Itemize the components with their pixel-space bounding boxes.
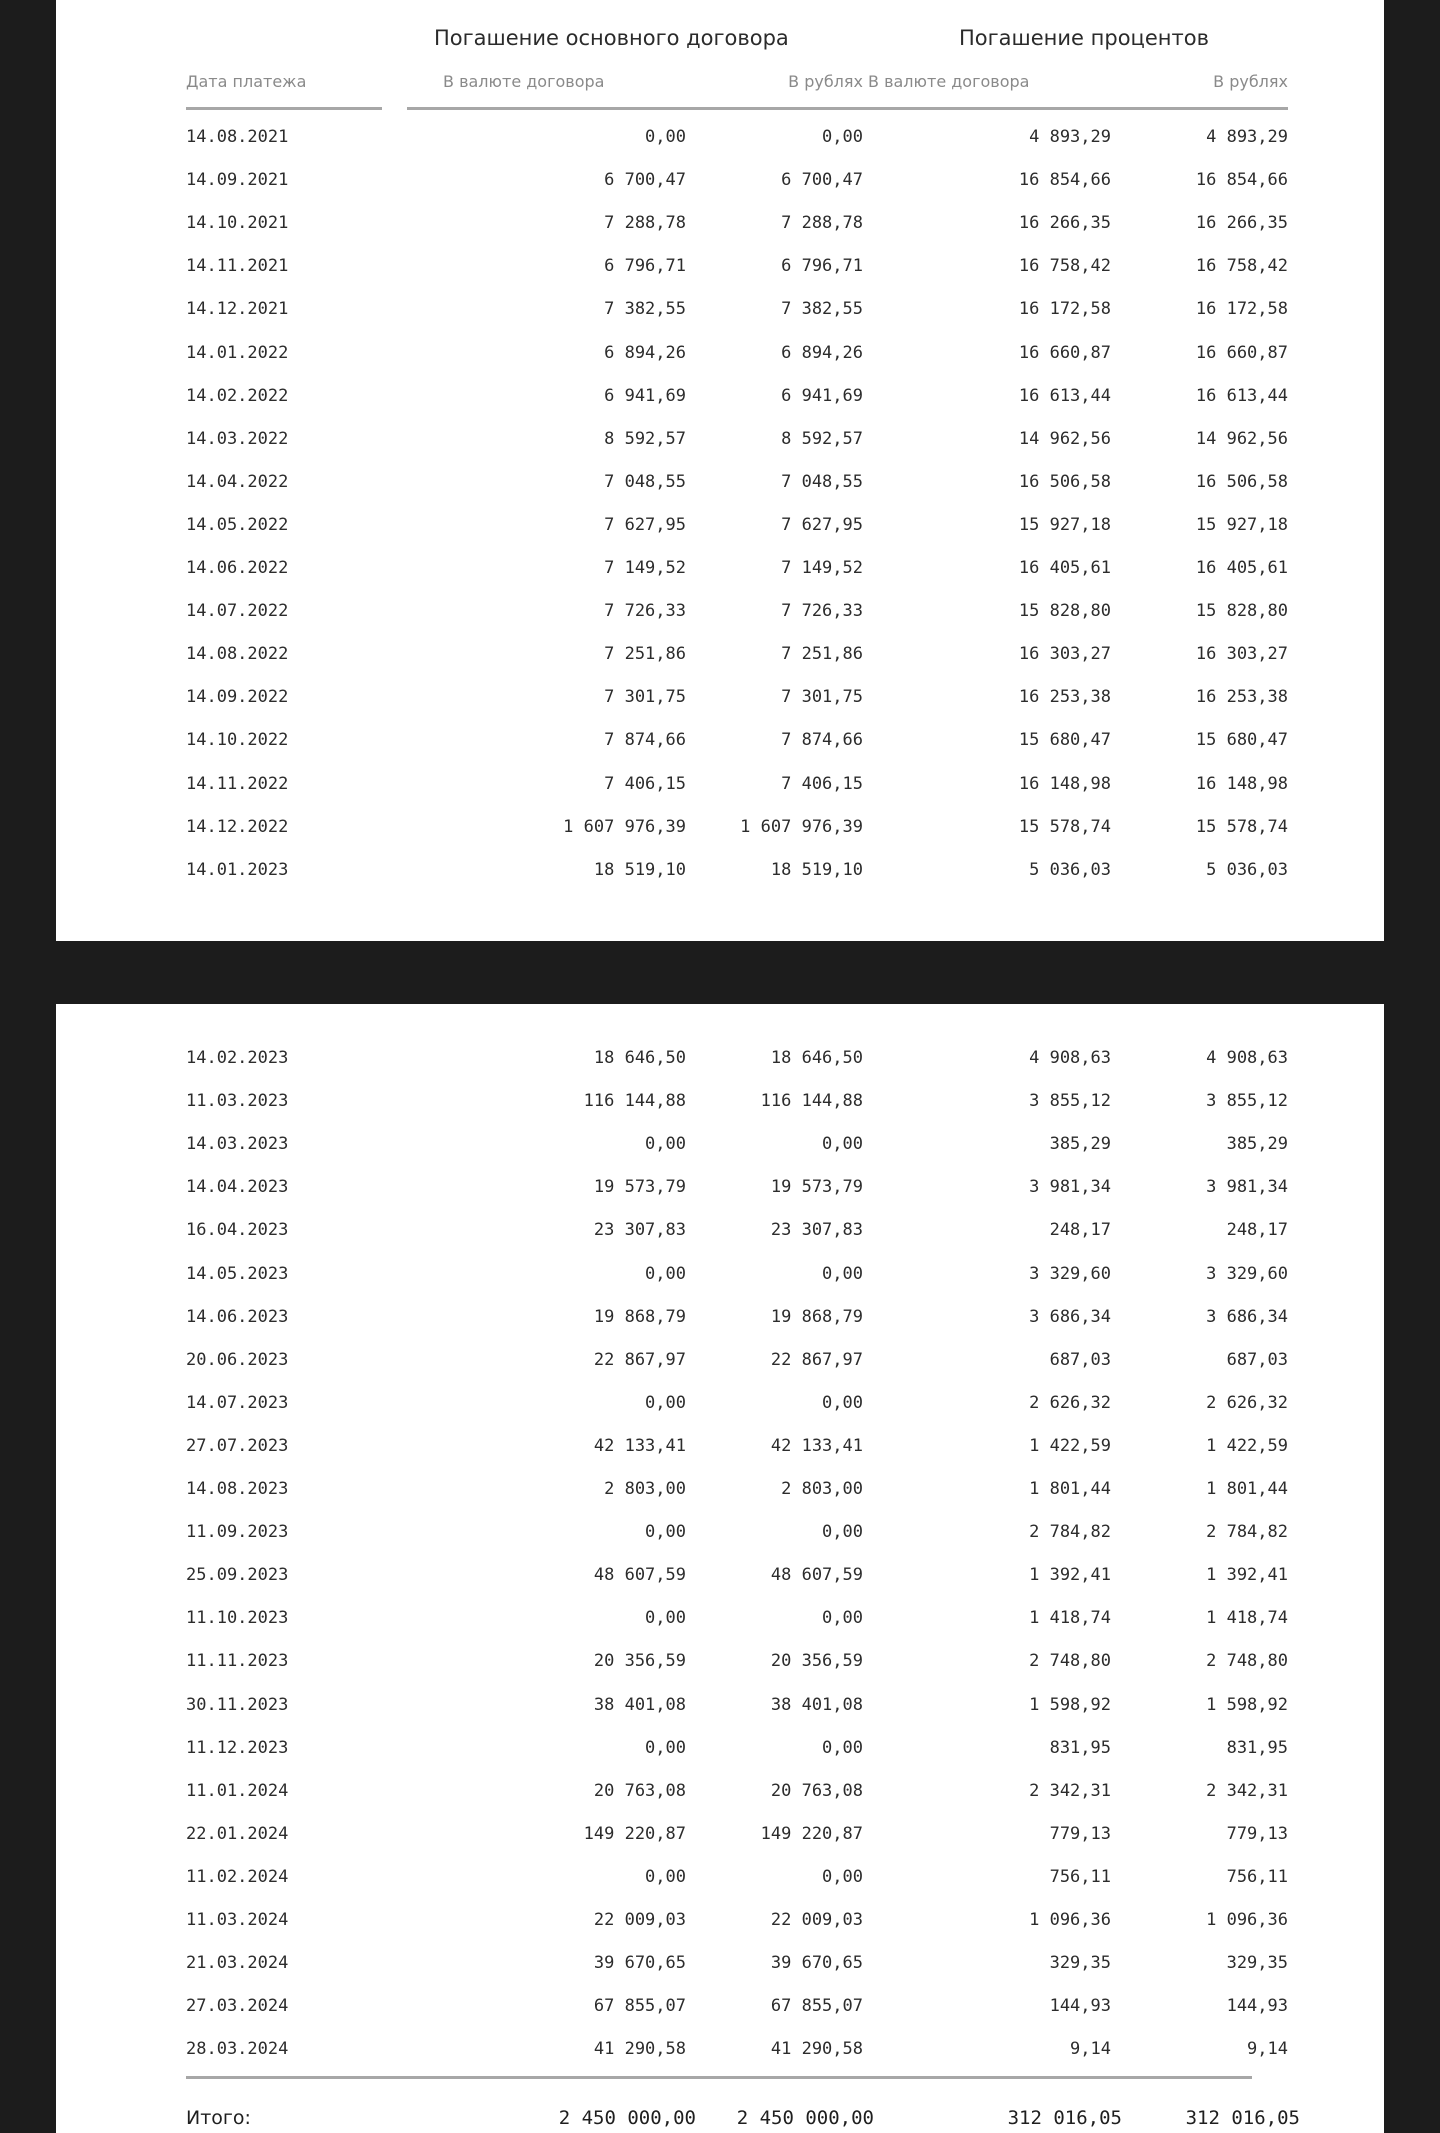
interest-rub-cell: 144,93 <box>1226 1996 1288 2017</box>
principal-contract-cell: 7 726,33 <box>604 601 686 622</box>
interest-contract-cell: 14 962,56 <box>1018 428 1111 449</box>
principal-contract-cell: 0,00 <box>645 127 686 147</box>
principal-rub-cell: 20 763,08 <box>770 1780 863 1801</box>
interest-contract-cell: 3 686,34 <box>1029 1306 1111 1327</box>
principal-contract-cell: 7 301,75 <box>604 687 686 708</box>
interest-contract-cell: 5 036,03 <box>1029 859 1111 880</box>
payment-date-cell: 14.01.2022 <box>186 342 289 363</box>
principal-rub-cell: 0,00 <box>822 1522 863 1543</box>
payment-date-cell: 14.12.2021 <box>186 299 289 320</box>
payment-date-cell: 11.03.2024 <box>186 1910 289 1930</box>
interest-contract-cell: 4 908,63 <box>1029 1048 1111 1068</box>
principal-contract-cell: 116 144,88 <box>583 1091 686 1112</box>
payment-date-cell: 14.11.2022 <box>186 773 289 794</box>
date-column-header: Дата платежа <box>186 72 307 91</box>
interest-rub-cell: 16 613,44 <box>1195 385 1288 406</box>
payment-date-cell: 25.09.2023 <box>186 1565 289 1586</box>
principal-rub-cell: 7 149,52 <box>781 558 863 578</box>
principal-contract-cell: 7 874,66 <box>604 730 686 751</box>
interest-rub-cell: 756,11 <box>1226 1866 1288 1887</box>
interest-rub-cell: 687,03 <box>1226 1349 1288 1370</box>
interest-contract-cell: 1 422,59 <box>1029 1435 1111 1456</box>
interest-rub-cell: 329,35 <box>1226 1953 1288 1974</box>
interest-rub-cell: 2 626,32 <box>1206 1392 1288 1413</box>
principal-rub-cell: 18 519,10 <box>770 859 863 880</box>
interest-contract-cell: 1 096,36 <box>1029 1910 1111 1930</box>
interest-contract-cell: 831,95 <box>1049 1737 1111 1758</box>
interest-contract-cell: 4 893,29 <box>1029 127 1111 147</box>
interest-rub-cell: 4 893,29 <box>1206 127 1288 147</box>
principal-rub-cell: 39 670,65 <box>770 1953 863 1974</box>
interest-contract-cell: 16 303,27 <box>1018 644 1111 665</box>
interest-rub-cell: 16 253,38 <box>1195 687 1288 708</box>
interest-contract-cell: 16 854,66 <box>1018 170 1111 191</box>
interest-contract-cell: 3 981,34 <box>1029 1177 1111 1198</box>
payment-date-cell: 20.06.2023 <box>186 1349 289 1370</box>
principal-contract-cell: 7 048,55 <box>604 471 686 492</box>
interest-rub-cell: 2 748,80 <box>1206 1651 1288 1672</box>
interest-rub-cell: 831,95 <box>1226 1737 1288 1758</box>
payment-date-cell: 11.02.2024 <box>186 1866 289 1887</box>
payment-date-cell: 14.02.2023 <box>186 1048 289 1068</box>
interest-rub-cell: 1 422,59 <box>1206 1435 1288 1456</box>
principal-rub-cell: 6 796,71 <box>781 256 863 277</box>
principal-contract-cell: 39 670,65 <box>593 1953 686 1974</box>
interest-group-title: Погашение процентов <box>959 26 1209 50</box>
principal-rub-cell: 0,00 <box>822 1737 863 1758</box>
totals-rule <box>186 2076 1252 2079</box>
principal-rub-cell: 0,00 <box>822 127 863 147</box>
payment-date-cell: 14.02.2022 <box>186 385 289 406</box>
principal-contract-cell: 20 763,08 <box>593 1780 686 1801</box>
payment-date-cell: 11.12.2023 <box>186 1737 289 1758</box>
principal-contract-cell: 6 941,69 <box>604 385 686 406</box>
payment-date-cell: 27.07.2023 <box>186 1435 289 1456</box>
interest-rub-cell: 3 686,34 <box>1206 1306 1288 1327</box>
interest-rub-cell: 16 506,58 <box>1195 471 1288 492</box>
interest-rub-cell: 2 342,31 <box>1206 1780 1288 1801</box>
payment-date-cell: 14.03.2023 <box>186 1134 289 1155</box>
interest-rub-cell: 1 418,74 <box>1206 1608 1288 1629</box>
interest-rub-cell: 16 148,98 <box>1195 773 1288 794</box>
principal-rub-cell: 7 382,55 <box>781 299 863 320</box>
payment-date-cell: 14.12.2022 <box>186 816 289 837</box>
payment-date-cell: 14.05.2023 <box>186 1263 289 1284</box>
principal-rub-cell: 6 700,47 <box>781 170 863 191</box>
interest-contract-cell: 687,03 <box>1049 1349 1111 1370</box>
interest-contract-cell: 9,14 <box>1070 2039 1111 2060</box>
interest-rub-cell: 1 801,44 <box>1206 1479 1288 1499</box>
interest-rub-cell: 15 927,18 <box>1195 514 1288 535</box>
interest-contract-cell: 3 855,12 <box>1029 1091 1111 1112</box>
payment-date-cell: 28.03.2024 <box>186 2039 289 2060</box>
principal-rub-cell: 2 803,00 <box>781 1479 863 1499</box>
payment-date-cell: 14.09.2022 <box>186 687 289 708</box>
principal-contract-cell: 7 627,95 <box>604 514 686 535</box>
principal-contract-cell: 20 356,59 <box>593 1651 686 1672</box>
interest-rub-cell: 385,29 <box>1226 1134 1288 1155</box>
payment-date-cell: 14.07.2022 <box>186 601 289 622</box>
principal-contract-cell: 0,00 <box>645 1866 686 1887</box>
principal-rub-cell: 8 592,57 <box>781 428 863 449</box>
interest-contract-cell: 385,29 <box>1049 1134 1111 1155</box>
principal-contract-cell: 19 573,79 <box>593 1177 686 1198</box>
principal-contract-cell: 19 868,79 <box>593 1306 686 1327</box>
interest-rub-cell: 14 962,56 <box>1195 428 1288 449</box>
principal-rub-cell: 0,00 <box>822 1134 863 1155</box>
total-interest-contract: 312 016,05 <box>1007 2107 1122 2129</box>
principal-rub-cell: 22 009,03 <box>770 1910 863 1930</box>
principal-contract-cell: 48 607,59 <box>593 1565 686 1586</box>
payment-date-cell: 14.07.2023 <box>186 1392 289 1413</box>
payment-date-cell: 11.01.2024 <box>186 1780 289 1801</box>
interest-rub-cell: 16 303,27 <box>1195 644 1288 665</box>
payment-date-cell: 14.11.2021 <box>186 256 289 277</box>
interest-contract-cell: 16 148,98 <box>1018 773 1111 794</box>
interest-rub-cell: 16 405,61 <box>1195 558 1288 578</box>
principal-contract-cell: 22 867,97 <box>593 1349 686 1370</box>
principal-rub-cell: 0,00 <box>822 1392 863 1413</box>
payment-date-cell: 11.09.2023 <box>186 1522 289 1543</box>
principal-rub-cell: 67 855,07 <box>770 1996 863 2017</box>
interest-contract-cell: 16 253,38 <box>1018 687 1111 708</box>
principal-contract-cell: 18 519,10 <box>593 859 686 880</box>
principal-contract-cell: 18 646,50 <box>593 1048 686 1068</box>
payment-date-cell: 14.10.2022 <box>186 730 289 751</box>
principal-contract-cell: 7 149,52 <box>604 558 686 578</box>
principal-rub-cell: 0,00 <box>822 1866 863 1887</box>
principal-rub-cell: 7 874,66 <box>781 730 863 751</box>
principal-contract-cell: 7 251,86 <box>604 644 686 665</box>
principal-contract-cell: 38 401,08 <box>593 1694 686 1715</box>
totals-label: Итого: <box>186 2107 251 2129</box>
principal-contract-cell: 41 290,58 <box>593 2039 686 2060</box>
principal-rub-cell: 7 301,75 <box>781 687 863 708</box>
interest-rub-cell: 1 096,36 <box>1206 1910 1288 1930</box>
principal-rub-cell: 149 220,87 <box>760 1823 863 1844</box>
principal-group-title: Погашение основного договора <box>434 26 789 50</box>
interest-rub-cell: 2 784,82 <box>1206 1522 1288 1543</box>
principal-rub-cell: 0,00 <box>822 1608 863 1629</box>
interest-contract-cell: 15 680,47 <box>1018 730 1111 751</box>
payment-date-cell: 14.01.2023 <box>186 859 289 880</box>
principal-rub-cell: 7 726,33 <box>781 601 863 622</box>
interest-contract-cell: 16 172,58 <box>1018 299 1111 320</box>
principal-contract-cell: 2 803,00 <box>604 1479 686 1499</box>
principal-contract-cell: 42 133,41 <box>593 1435 686 1456</box>
interest-rub-cell: 1 392,41 <box>1206 1565 1288 1586</box>
payment-date-cell: 14.08.2022 <box>186 644 289 665</box>
principal-rub-cell: 19 573,79 <box>770 1177 863 1198</box>
interest-rub-column-header: В рублях <box>1213 72 1288 91</box>
principal-rub-cell: 116 144,88 <box>760 1091 863 1112</box>
interest-rub-cell: 3 855,12 <box>1206 1091 1288 1112</box>
interest-contract-cell: 1 418,74 <box>1029 1608 1111 1629</box>
interest-contract-cell: 16 405,61 <box>1018 558 1111 578</box>
principal-rub-cell: 1 607 976,39 <box>740 816 863 837</box>
interest-rub-cell: 16 660,87 <box>1195 342 1288 363</box>
principal-contract-cell: 8 592,57 <box>604 428 686 449</box>
payment-date-cell: 14.05.2022 <box>186 514 289 535</box>
principal-contract-cell: 23 307,83 <box>593 1220 686 1241</box>
principal-rub-cell: 48 607,59 <box>770 1565 863 1586</box>
interest-contract-cell: 2 784,82 <box>1029 1522 1111 1543</box>
schedule-page-1 <box>56 0 1384 941</box>
principal-rub-cell: 6 894,26 <box>781 342 863 363</box>
total-interest-rub: 312 016,05 <box>1185 2107 1300 2129</box>
schedule-page-2 <box>56 1004 1384 2133</box>
date-header-rule <box>186 107 382 110</box>
interest-rub-cell: 9,14 <box>1247 2039 1288 2060</box>
interest-rub-cell: 1 598,92 <box>1206 1694 1288 1715</box>
principal-rub-cell: 7 288,78 <box>781 213 863 234</box>
principal-rub-cell: 7 048,55 <box>781 471 863 492</box>
interest-contract-cell: 1 801,44 <box>1029 1479 1111 1499</box>
payment-date-cell: 21.03.2024 <box>186 1953 289 1974</box>
payment-date-cell: 14.08.2023 <box>186 1479 289 1499</box>
payment-date-cell: 14.06.2023 <box>186 1306 289 1327</box>
principal-contract-cell: 0,00 <box>645 1134 686 1155</box>
payment-date-cell: 11.11.2023 <box>186 1651 289 1672</box>
interest-contract-cell: 16 266,35 <box>1018 213 1111 234</box>
principal-contract-cell: 7 382,55 <box>604 299 686 320</box>
interest-contract-cell: 15 927,18 <box>1018 514 1111 535</box>
principal-contract-column-header: В валюте договора <box>443 72 605 91</box>
principal-contract-cell: 7 288,78 <box>604 213 686 234</box>
principal-contract-cell: 149 220,87 <box>583 1823 686 1844</box>
interest-rub-cell: 16 758,42 <box>1195 256 1288 277</box>
interest-contract-cell: 15 578,74 <box>1018 816 1111 837</box>
interest-rub-cell: 3 981,34 <box>1206 1177 1288 1198</box>
principal-rub-cell: 42 133,41 <box>770 1435 863 1456</box>
interest-contract-cell: 1 392,41 <box>1029 1565 1111 1586</box>
interest-contract-cell: 1 598,92 <box>1029 1694 1111 1715</box>
payment-date-cell: 14.03.2022 <box>186 428 289 449</box>
principal-contract-cell: 0,00 <box>645 1737 686 1758</box>
principal-contract-cell: 0,00 <box>645 1392 686 1413</box>
principal-contract-cell: 0,00 <box>645 1608 686 1629</box>
payment-date-cell: 14.08.2021 <box>186 127 289 147</box>
principal-contract-cell: 22 009,03 <box>593 1910 686 1930</box>
principal-contract-cell: 67 855,07 <box>593 1996 686 2017</box>
principal-contract-cell: 6 796,71 <box>604 256 686 277</box>
payment-date-cell: 16.04.2023 <box>186 1220 289 1241</box>
interest-rub-cell: 15 680,47 <box>1195 730 1288 751</box>
principal-rub-cell: 19 868,79 <box>770 1306 863 1327</box>
interest-contract-cell: 779,13 <box>1049 1823 1111 1844</box>
interest-contract-cell: 16 506,58 <box>1018 471 1111 492</box>
interest-header-rule <box>832 107 1288 110</box>
payment-date-cell: 14.06.2022 <box>186 558 289 578</box>
principal-contract-cell: 0,00 <box>645 1263 686 1284</box>
principal-rub-column-header: В рублях <box>788 72 863 91</box>
interest-rub-cell: 16 266,35 <box>1195 213 1288 234</box>
interest-contract-cell: 2 342,31 <box>1029 1780 1111 1801</box>
principal-rub-cell: 23 307,83 <box>770 1220 863 1241</box>
interest-contract-cell: 16 613,44 <box>1018 385 1111 406</box>
principal-rub-cell: 22 867,97 <box>770 1349 863 1370</box>
payment-date-cell: 30.11.2023 <box>186 1694 289 1715</box>
principal-contract-cell: 6 894,26 <box>604 342 686 363</box>
payment-date-cell: 14.04.2022 <box>186 471 289 492</box>
payment-date-cell: 14.09.2021 <box>186 170 289 191</box>
interest-rub-cell: 16 854,66 <box>1195 170 1288 191</box>
principal-rub-cell: 20 356,59 <box>770 1651 863 1672</box>
payment-date-cell: 11.03.2023 <box>186 1091 289 1112</box>
interest-contract-cell: 3 329,60 <box>1029 1263 1111 1284</box>
interest-rub-cell: 15 578,74 <box>1195 816 1288 837</box>
interest-contract-cell: 248,17 <box>1049 1220 1111 1241</box>
principal-contract-cell: 0,00 <box>645 1522 686 1543</box>
principal-contract-cell: 6 700,47 <box>604 170 686 191</box>
interest-contract-cell: 144,93 <box>1049 1996 1111 2017</box>
interest-rub-cell: 779,13 <box>1226 1823 1288 1844</box>
interest-rub-cell: 4 908,63 <box>1206 1048 1288 1068</box>
principal-rub-cell: 7 406,15 <box>781 773 863 794</box>
interest-contract-cell: 2 626,32 <box>1029 1392 1111 1413</box>
principal-rub-cell: 18 646,50 <box>770 1048 863 1068</box>
interest-rub-cell: 5 036,03 <box>1206 859 1288 880</box>
interest-contract-cell: 329,35 <box>1049 1953 1111 1974</box>
payment-date-cell: 14.04.2023 <box>186 1177 289 1198</box>
payment-date-cell: 14.10.2021 <box>186 213 289 234</box>
principal-rub-cell: 7 251,86 <box>781 644 863 665</box>
total-principal-rub: 2 450 000,00 <box>736 2107 874 2129</box>
principal-contract-cell: 7 406,15 <box>604 773 686 794</box>
principal-rub-cell: 38 401,08 <box>770 1694 863 1715</box>
payment-date-cell: 22.01.2024 <box>186 1823 289 1844</box>
interest-contract-column-header: В валюте договора <box>868 72 1030 91</box>
principal-rub-cell: 7 627,95 <box>781 514 863 535</box>
payment-date-cell: 11.10.2023 <box>186 1608 289 1629</box>
interest-rub-cell: 3 329,60 <box>1206 1263 1288 1284</box>
interest-contract-cell: 15 828,80 <box>1018 601 1111 622</box>
principal-rub-cell: 0,00 <box>822 1263 863 1284</box>
payment-date-cell: 27.03.2024 <box>186 1996 289 2017</box>
interest-rub-cell: 15 828,80 <box>1195 601 1288 622</box>
principal-contract-cell: 1 607 976,39 <box>563 816 686 837</box>
total-principal-contract: 2 450 000,00 <box>558 2107 696 2129</box>
principal-rub-cell: 41 290,58 <box>770 2039 863 2060</box>
principal-header-rule <box>407 107 863 110</box>
principal-rub-cell: 6 941,69 <box>781 385 863 406</box>
interest-contract-cell: 16 660,87 <box>1018 342 1111 363</box>
interest-contract-cell: 756,11 <box>1049 1866 1111 1887</box>
interest-contract-cell: 16 758,42 <box>1018 256 1111 277</box>
interest-contract-cell: 2 748,80 <box>1029 1651 1111 1672</box>
interest-rub-cell: 16 172,58 <box>1195 299 1288 320</box>
interest-rub-cell: 248,17 <box>1226 1220 1288 1241</box>
